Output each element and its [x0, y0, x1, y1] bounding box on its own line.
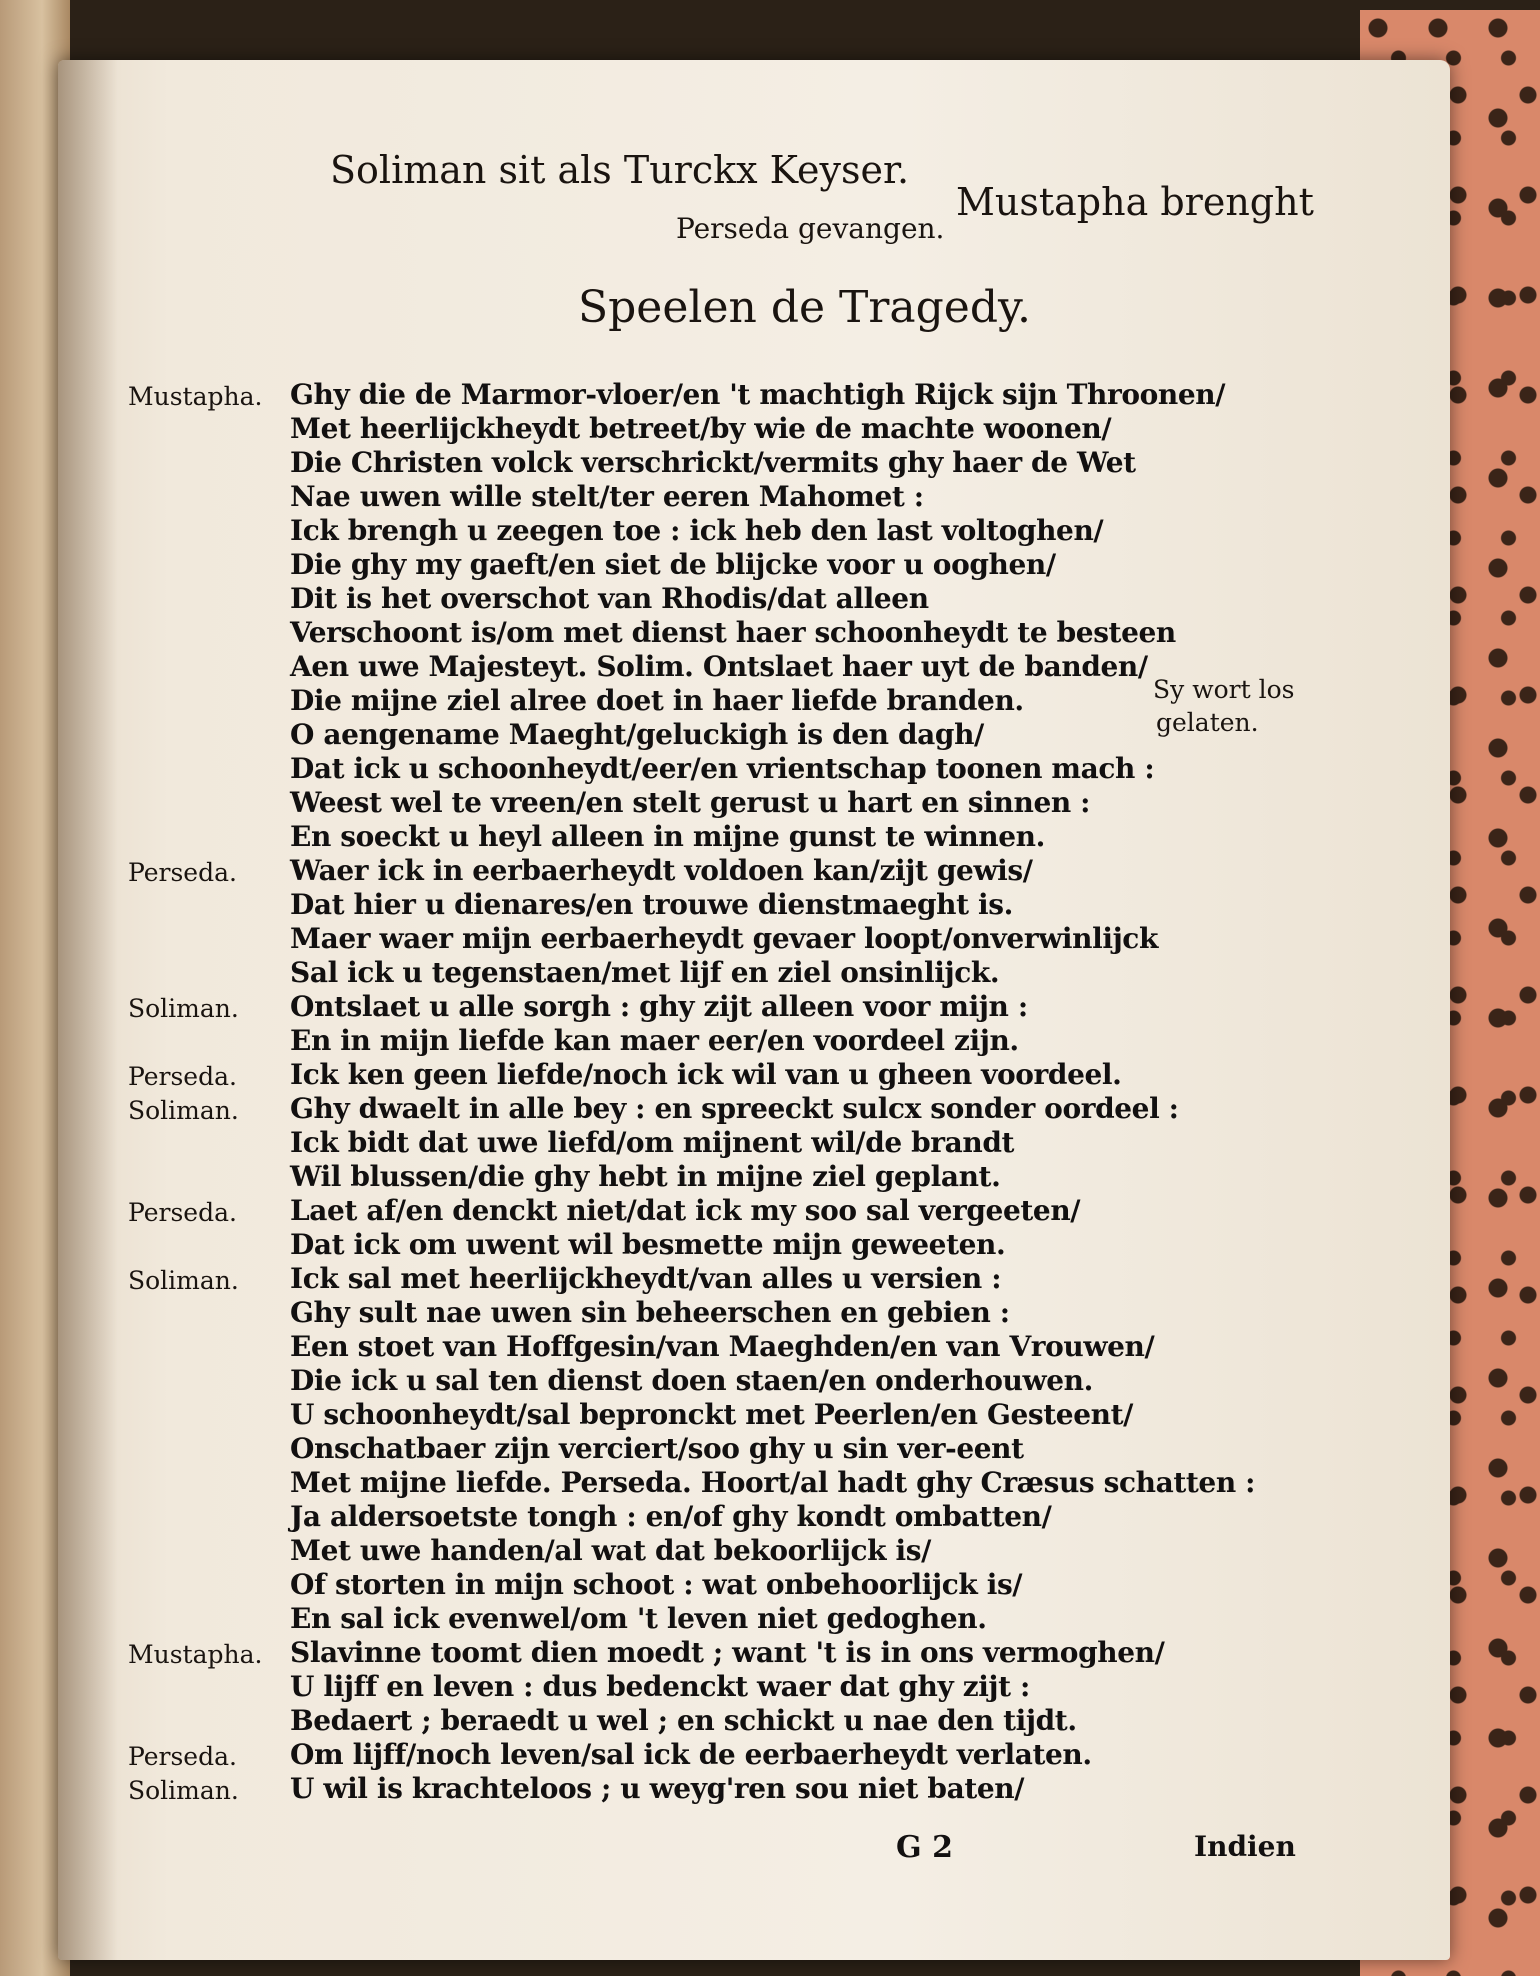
verse-text: Die ghy my gaeft/en siet de blijcke voor u ooghen/: [290, 548, 1056, 581]
verse-line: [58, 1262, 1450, 1296]
verse-line: [58, 888, 1450, 922]
book-page: [58, 60, 1450, 1960]
verse-line: [58, 582, 1450, 616]
verse-line: [58, 1670, 1450, 1704]
verse-text: U lijff en leven : dus bedenckt waer dat ghy zijt :: [290, 1670, 1030, 1703]
section-title: Speelen de Tragedy.: [578, 282, 1031, 333]
speaker-name: Mustapha.: [128, 382, 263, 411]
verse-text: Sal ick u tegenstaen/met lijf en ziel onsinlijck.: [290, 956, 1000, 989]
verse-text: Ick sal met heerlijckheydt/van alles u versien :: [290, 1262, 1002, 1295]
signature-mark: G 2: [896, 1830, 953, 1865]
catchword: Indien: [1194, 1830, 1296, 1863]
verse-text: Ghy die de Marmor-vloer/en 't machtigh Rijck sijn Throonen/: [290, 378, 1226, 411]
verse-line: [58, 1228, 1450, 1262]
verse-text: Of storten in mijn schoot : wat onbehoorlijck is/: [290, 1568, 1023, 1601]
verse-line: [58, 752, 1450, 786]
verse-text: Een stoet van Hoffgesin/van Maeghden/en van Vrouwen/: [290, 1330, 1155, 1363]
verse-line: [58, 956, 1450, 990]
verse-line: [58, 1568, 1450, 1602]
verse-text: Laet af/en denckt niet/dat ick my soo sal vergeeten/: [290, 1194, 1081, 1227]
verse-text: Dat hier u dienares/en trouwe dienstmaeght is.: [290, 888, 1013, 921]
verse-line: [58, 1636, 1450, 1670]
verse-line: [58, 412, 1450, 446]
verse-line: [58, 378, 1450, 412]
verse-text: Ick bidt dat uwe liefd/om mijnent wil/de brandt: [290, 1126, 1015, 1159]
verse-line: [58, 786, 1450, 820]
verse-line: [58, 480, 1450, 514]
verse-line: [58, 820, 1450, 854]
verse-line: [58, 990, 1450, 1024]
stage-direction-1b: Mustapha brenght: [956, 180, 1314, 224]
verse-line: [58, 1738, 1450, 1772]
verse-line: [58, 1500, 1450, 1534]
verse-line: [58, 1432, 1450, 1466]
verse-text: Weest wel te vreen/en stelt gerust u hart en sinnen :: [290, 786, 1091, 819]
verse-line: [58, 1194, 1450, 1228]
verse-text: Aen uwe Majesteyt. Solim. Ontslaet haer uyt de banden/: [290, 650, 1148, 683]
verse-text: En in mijn liefde kan maer eer/en voordeel zijn.: [290, 1024, 1019, 1057]
verse-text: Dit is het overschot van Rhodis/dat alleen: [290, 582, 929, 615]
verse-text: U schoonheydt/sal bepronckt met Peerlen/en Gesteent/: [290, 1398, 1133, 1431]
verse-line: [58, 446, 1450, 480]
speaker-name: Perseda.: [128, 858, 237, 887]
stage-direction-2: Perseda gevangen.: [676, 212, 945, 245]
verse-text: Dat ick u schoonheydt/eer/en vrientschap toonen mach :: [290, 752, 1155, 785]
verse-line: [58, 854, 1450, 888]
speaker-name: Soliman.: [128, 994, 239, 1023]
speaker-name: Mustapha.: [128, 1640, 263, 1669]
verse-text: Die mijne ziel alree doet in haer liefde branden.: [290, 684, 1024, 717]
speaker-name: Perseda.: [128, 1742, 237, 1771]
verse-text: Bedaert ; beraedt u wel ; en schickt u nae den tijdt.: [290, 1704, 1077, 1737]
verse-text: Ghy sult nae uwen sin beheerschen en gebien :: [290, 1296, 1010, 1329]
stage-direction-1: Soliman sit als Turckx Keyser.: [330, 148, 910, 192]
margin-note-line2: gelaten.: [1156, 708, 1259, 737]
verse-line: [58, 616, 1450, 650]
verse-text: Maer waer mijn eerbaerheydt gevaer loopt/onverwinlijck: [290, 922, 1158, 955]
verse-text: Nae uwen wille stelt/ter eeren Mahomet :: [290, 480, 924, 513]
verse-text: Met heerlijckheydt betreet/by wie de machte woonen/: [290, 412, 1112, 445]
verse-text: Ontslaet u alle sorgh : ghy zijt alleen voor mijn :: [290, 990, 1028, 1023]
verse-line: [58, 1092, 1450, 1126]
verse-line: [58, 1466, 1450, 1500]
verse-text: Ja aldersoetste tongh : en/of ghy kondt ombatten/: [290, 1500, 1052, 1533]
speaker-name: Perseda.: [128, 1062, 237, 1091]
verse-text: Slavinne toomt dien moedt ; want 't is in ons vermoghen/: [290, 1636, 1165, 1669]
verse-line: [58, 1602, 1450, 1636]
verse-text: Verschoont is/om met dienst haer schoonheydt te besteen: [290, 616, 1176, 649]
verse-text: Die Christen volck verschrickt/vermits ghy haer de Wet: [290, 446, 1136, 479]
verse-line: [58, 548, 1450, 582]
verse-text: En soeckt u heyl alleen in mijne gunst te winnen.: [290, 820, 1045, 853]
verse-text: U wil is krachteloos ; u weyg'ren sou niet baten/: [290, 1772, 1025, 1805]
verse-line: [58, 1296, 1450, 1330]
verse-text: Ick ken geen liefde/noch ick wil van u gheen voordeel.: [290, 1058, 1122, 1091]
verse-text: Ick brengh u zeegen toe : ick heb den last voltoghen/: [290, 514, 1104, 547]
speaker-name: Soliman.: [128, 1266, 239, 1295]
verse-text: Ghy dwaelt in alle bey : en spreeckt sulcx sonder oordeel :: [290, 1092, 1179, 1125]
speaker-name: Soliman.: [128, 1096, 239, 1125]
verse-line: [58, 922, 1450, 956]
verse-text: Waer ick in eerbaerheydt voldoen kan/zijt gewis/: [290, 854, 1033, 887]
speaker-name: Perseda.: [128, 1198, 237, 1227]
verse-line: [58, 1024, 1450, 1058]
verse-line: [58, 1058, 1450, 1092]
speaker-name: Soliman.: [128, 1776, 239, 1805]
verse-text: Onschatbaer zijn verciert/soo ghy u sin ver-eent: [290, 1432, 1024, 1465]
verse-text: En sal ick evenwel/om 't leven niet gedoghen.: [290, 1602, 987, 1635]
margin-note-line1: Sy wort los: [1153, 675, 1295, 704]
verse-line: [58, 1330, 1450, 1364]
verse-line: [58, 1364, 1450, 1398]
verse-line: [58, 1772, 1450, 1806]
verse-text: Met mijne liefde. Perseda. Hoort/al hadt ghy Cræsus schatten :: [290, 1466, 1256, 1499]
verse-line: [58, 514, 1450, 548]
verse-text: Om lijff/noch leven/sal ick de eerbaerheydt verlaten.: [290, 1738, 1092, 1771]
verse-text: Wil blussen/die ghy hebt in mijne ziel geplant.: [290, 1160, 1001, 1193]
verse-text: Dat ick om uwent wil besmette mijn geweeten.: [290, 1228, 1006, 1261]
verse-line: [58, 1398, 1450, 1432]
verse-text: Met uwe handen/al wat dat bekoorlijck is/: [290, 1534, 931, 1567]
verse-line: [58, 1126, 1450, 1160]
verse-text: Die ick u sal ten dienst doen staen/en onderhouwen.: [290, 1364, 1093, 1397]
verse-text: O aengename Maeght/geluckigh is den dagh/: [290, 718, 984, 751]
verse-line: [58, 1704, 1450, 1738]
verse-line: [58, 1160, 1450, 1194]
verse-line: [58, 1534, 1450, 1568]
